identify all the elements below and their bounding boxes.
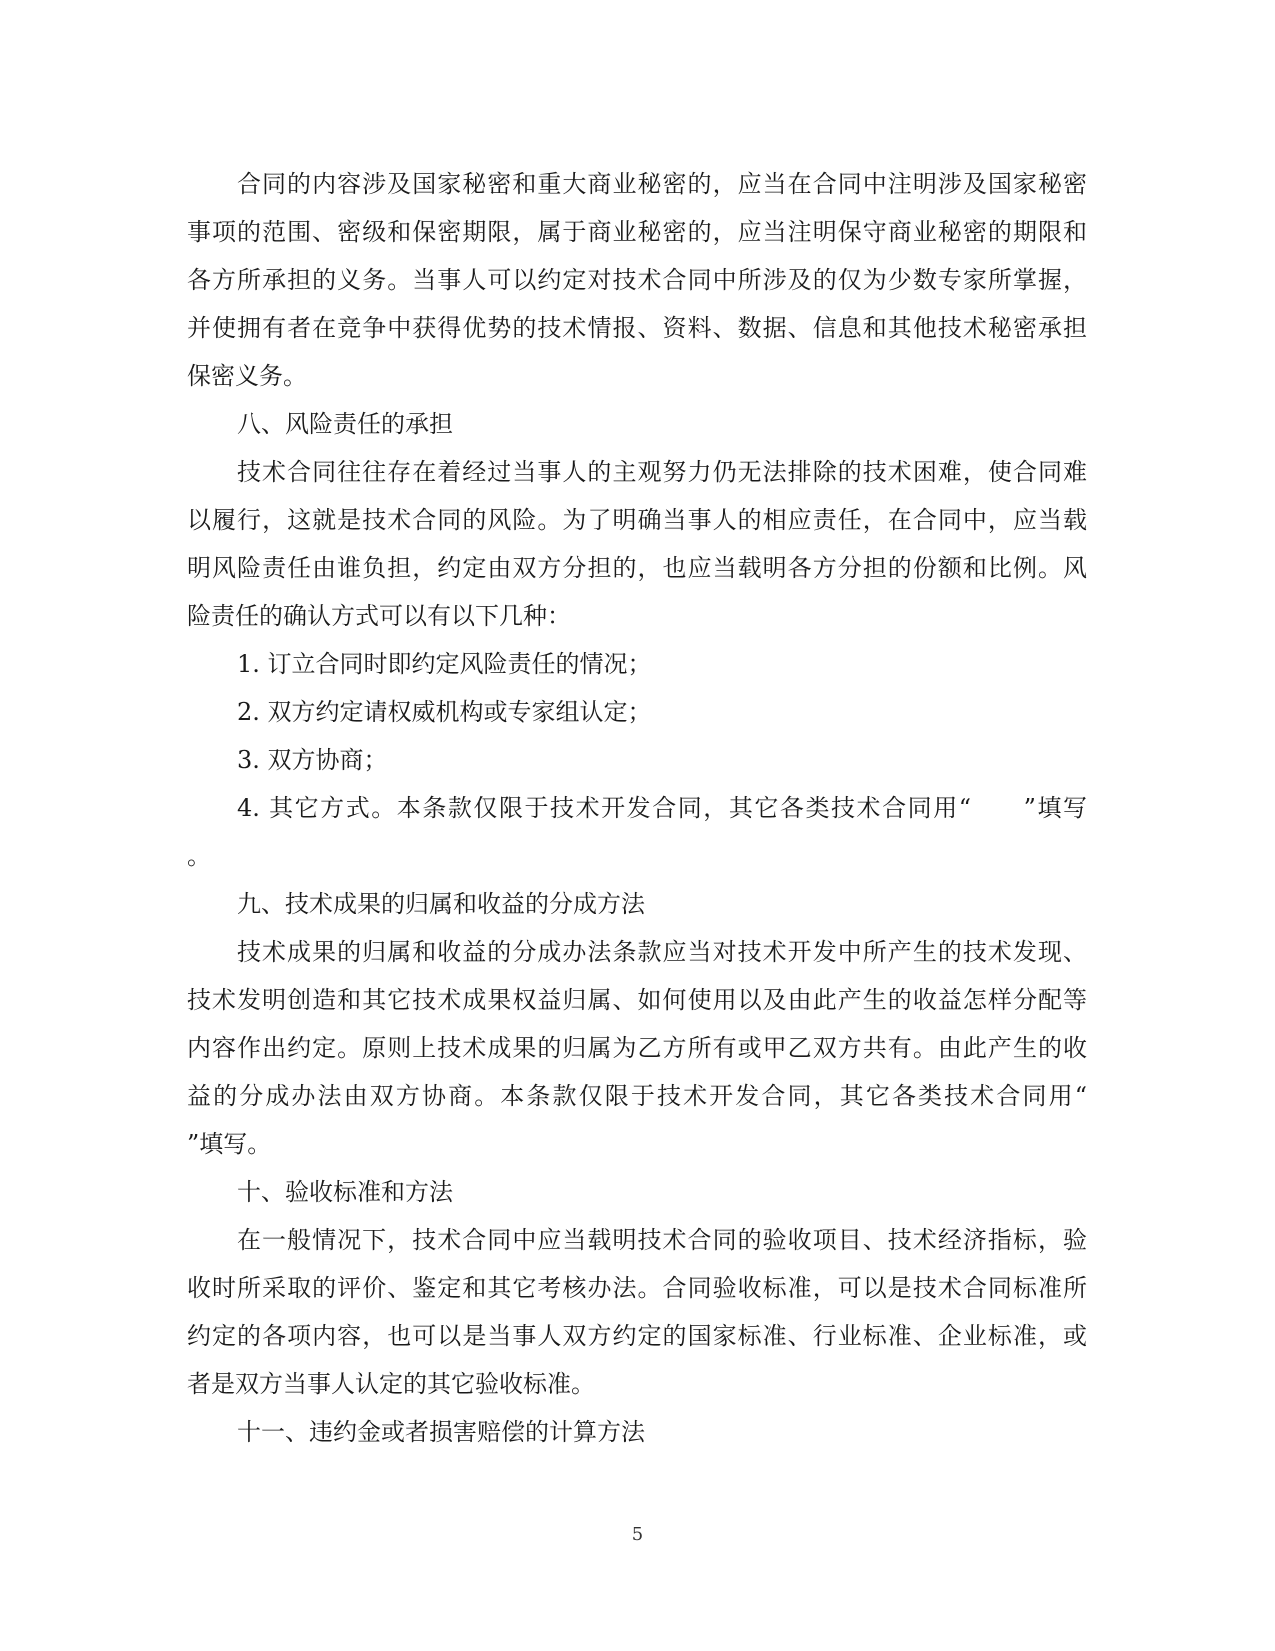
section-heading: 十一、违约金或者损害赔偿的计算方法 [237, 1418, 645, 1446]
paragraph-line: 合同的内容涉及国家秘密和重大商业秘密的，应当在合同中注明涉及国家秘密 [237, 170, 1087, 198]
paragraph-line: 技术合同往往存在着经过当事人的主观努力仍无法排除的技术困难，使合同难 [237, 458, 1087, 486]
document-body [187, 160, 1087, 1456]
paragraph-line: ”填写。 [187, 1130, 272, 1158]
list-item: 3. 双方协商； [237, 746, 388, 774]
section-heading: 十、验收标准和方法 [237, 1178, 453, 1206]
paragraph-line: 并使拥有者在竞争中获得优势的技术情报、资料、数据、信息和其他技术秘密承担 [187, 314, 1087, 342]
list-item: 1. 订立合同时即约定风险责任的情况； [237, 650, 652, 678]
paragraph-line: 约定的各项内容，也可以是当事人双方约定的国家标准、行业标准、企业标准，或 [187, 1322, 1087, 1350]
paragraph-line: 保密义务。 [187, 362, 307, 390]
paragraph-line: 内容作出约定。原则上技术成果的归属为乙方所有或甲乙双方共有。由此产生的收 [187, 1034, 1087, 1062]
paragraph-line: 技术发明创造和其它技术成果权益归属、如何使用以及由此产生的收益怎样分配等 [187, 986, 1087, 1014]
section-heading: 八、风险责任的承担 [237, 410, 453, 438]
paragraph-line: 事项的范围、密级和保密期限，属于商业秘密的，应当注明保守商业秘密的期限和 [187, 218, 1087, 246]
paragraph-line: 各方所承担的义务。当事人可以约定对技术合同中所涉及的仅为少数专家所掌握， [187, 266, 1087, 294]
paragraph-line: 在一般情况下，技术合同中应当载明技术合同的验收项目、技术经济指标，验 [237, 1226, 1087, 1254]
paragraph-line: 收时所采取的评价、鉴定和其它考核办法。合同验收标准，可以是技术合同标准所 [187, 1274, 1087, 1302]
list-item: 2. 双方约定请权威机构或专家组认定； [237, 698, 652, 726]
paragraph-line: 者是双方当事人认定的其它验收标准。 [187, 1370, 595, 1398]
paragraph-line: 险责任的确认方式可以有以下几种： [187, 602, 571, 630]
paragraph-line: 技术成果的归属和收益的分成办法条款应当对技术开发中所产生的技术发现、 [237, 938, 1087, 966]
paragraph-line: 益的分成办法由双方协商。本条款仅限于技术开发合同，其它各类技术合同用“ [187, 1082, 1087, 1110]
page-number: 5 [631, 1524, 644, 1545]
section-heading: 九、技术成果的归属和收益的分成方法 [237, 890, 645, 918]
paragraph-line: 明风险责任由谁负担，约定由双方分担的，也应当载明各方分担的份额和比例。风 [187, 554, 1087, 582]
paragraph-line: 。 [187, 842, 211, 870]
paragraph-line: 以履行，这就是技术合同的风险。为了明确当事人的相应责任，在合同中，应当载 [187, 506, 1087, 534]
list-item: 4. 其它方式。本条款仅限于技术开发合同，其它各类技术合同用“ ”填写 [237, 794, 1087, 822]
